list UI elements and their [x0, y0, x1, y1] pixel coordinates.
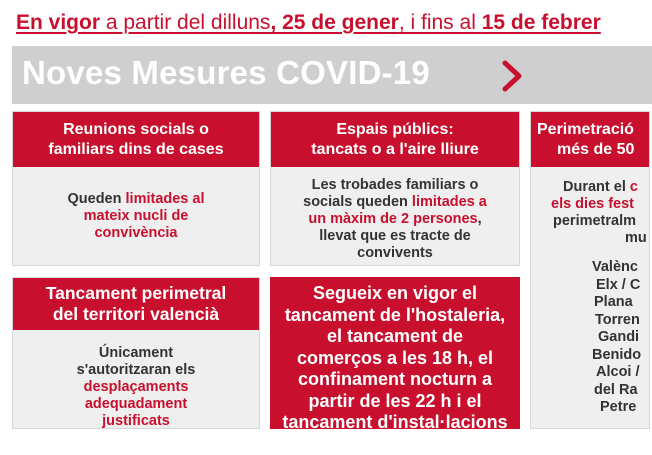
card-perimetracio-text-4: mu: [555, 230, 649, 247]
notice-from: a partir del dilluns: [100, 11, 270, 34]
card-espais-text-4: llevat que es tracte de: [271, 228, 519, 245]
notice-end-date: 15 de febrer: [482, 11, 601, 34]
city-item: Valènc: [592, 259, 641, 277]
city-item: del Ra: [592, 382, 641, 400]
card-reunions-header: [13, 112, 259, 167]
card-tancament-text-3: desplaçaments: [13, 379, 259, 396]
notice-en-vigor: En vigor: [16, 11, 100, 34]
city-item: Benido: [592, 347, 641, 365]
card-hostaleria-line-1: Segueix en vigor el: [270, 283, 520, 305]
measures-banner[interactable]: [12, 46, 652, 104]
city-list: [592, 259, 641, 417]
card-perimetracio-text-3: perimetralm: [553, 213, 649, 230]
card-reunions-text-2: limitades al: [126, 191, 205, 207]
card-hostaleria-line-3: el tancament de: [270, 326, 520, 348]
city-item: Torren: [592, 312, 641, 330]
card-tancament-title-1: Tancament perimetral: [13, 283, 259, 304]
city-item: Petre: [592, 399, 641, 417]
card-espais-text-3: un màxim de 2 persones: [308, 211, 477, 227]
card-tancament: [12, 277, 260, 429]
card-tancament-title-2: del territori valencià: [13, 304, 259, 325]
card-tancament-header: [13, 278, 259, 330]
card-hostaleria-line-6: partir de les 22 h i el: [270, 391, 520, 413]
card-perimetracio-title-2: més de 50: [537, 140, 634, 160]
card-reunions-text-4: convivència: [13, 225, 259, 242]
card-espais-text-2b: limitades a: [412, 194, 487, 210]
validity-notice: [16, 8, 601, 38]
card-tancament-text-2: s'autoritzaran els: [13, 362, 259, 379]
card-espais-text-1: Les trobades familiars o: [271, 177, 519, 194]
card-espais-title-2: tancats o a l'aire lliure: [271, 140, 519, 160]
card-perimetracio-text-1a: Durant el: [563, 179, 630, 195]
city-item: Elx / C: [592, 277, 641, 295]
card-hostaleria-line-8: esportives: [270, 434, 520, 455]
card-espais-text-5: convivents: [271, 245, 519, 262]
card-reunions-body: [13, 167, 259, 242]
card-espais-text-2a: socials queden: [303, 194, 412, 210]
card-reunions-text-1: Queden: [68, 191, 126, 207]
notice-start-date: , 25 de gener: [270, 11, 398, 34]
card-perimetracio-title-1: Perimetració: [537, 120, 634, 140]
card-reunions: [12, 111, 260, 266]
notice-until: , i fins al: [399, 11, 482, 34]
card-hostaleria-line-2: tancament de l'hostaleria,: [270, 305, 520, 327]
card-reunions-text-3: mateix nucli de: [13, 208, 259, 225]
card-hostaleria-line-4: comerços a les 18 h, el: [270, 348, 520, 370]
card-espais: [270, 111, 520, 266]
card-perimetracio-text-2: els dies fest: [551, 196, 649, 213]
card-hostaleria-line-5: confinament nocturn a: [270, 369, 520, 391]
card-hostaleria-line-7: tancament d'instal·lacions: [270, 412, 520, 434]
card-espais-title-1: Espais públics:: [271, 120, 519, 140]
chevron-right-icon[interactable]: [500, 60, 524, 92]
card-tancament-text-1: Únicament: [13, 345, 259, 362]
card-tancament-body: [13, 330, 259, 430]
card-perimetracio-text-1b: c: [630, 179, 638, 195]
city-item: Alcoi /: [592, 364, 641, 382]
card-perimetracio-body: [531, 167, 649, 247]
card-reunions-title-1: Reunions socials o: [13, 120, 259, 140]
card-espais-text-3b: ,: [478, 211, 482, 227]
banner-title: Noves Mesures COVID-19: [22, 54, 430, 92]
card-hostaleria: [270, 277, 520, 429]
card-espais-header: [271, 112, 519, 167]
city-item: Plana: [592, 294, 641, 312]
card-perimetracio-header: [531, 112, 649, 167]
city-item: Gandi: [592, 329, 641, 347]
card-espais-body: [271, 167, 519, 262]
card-tancament-text-4: adequadament: [13, 396, 259, 413]
card-tancament-text-5: justificats: [13, 413, 259, 430]
card-reunions-title-2: familiars dins de cases: [13, 140, 259, 160]
